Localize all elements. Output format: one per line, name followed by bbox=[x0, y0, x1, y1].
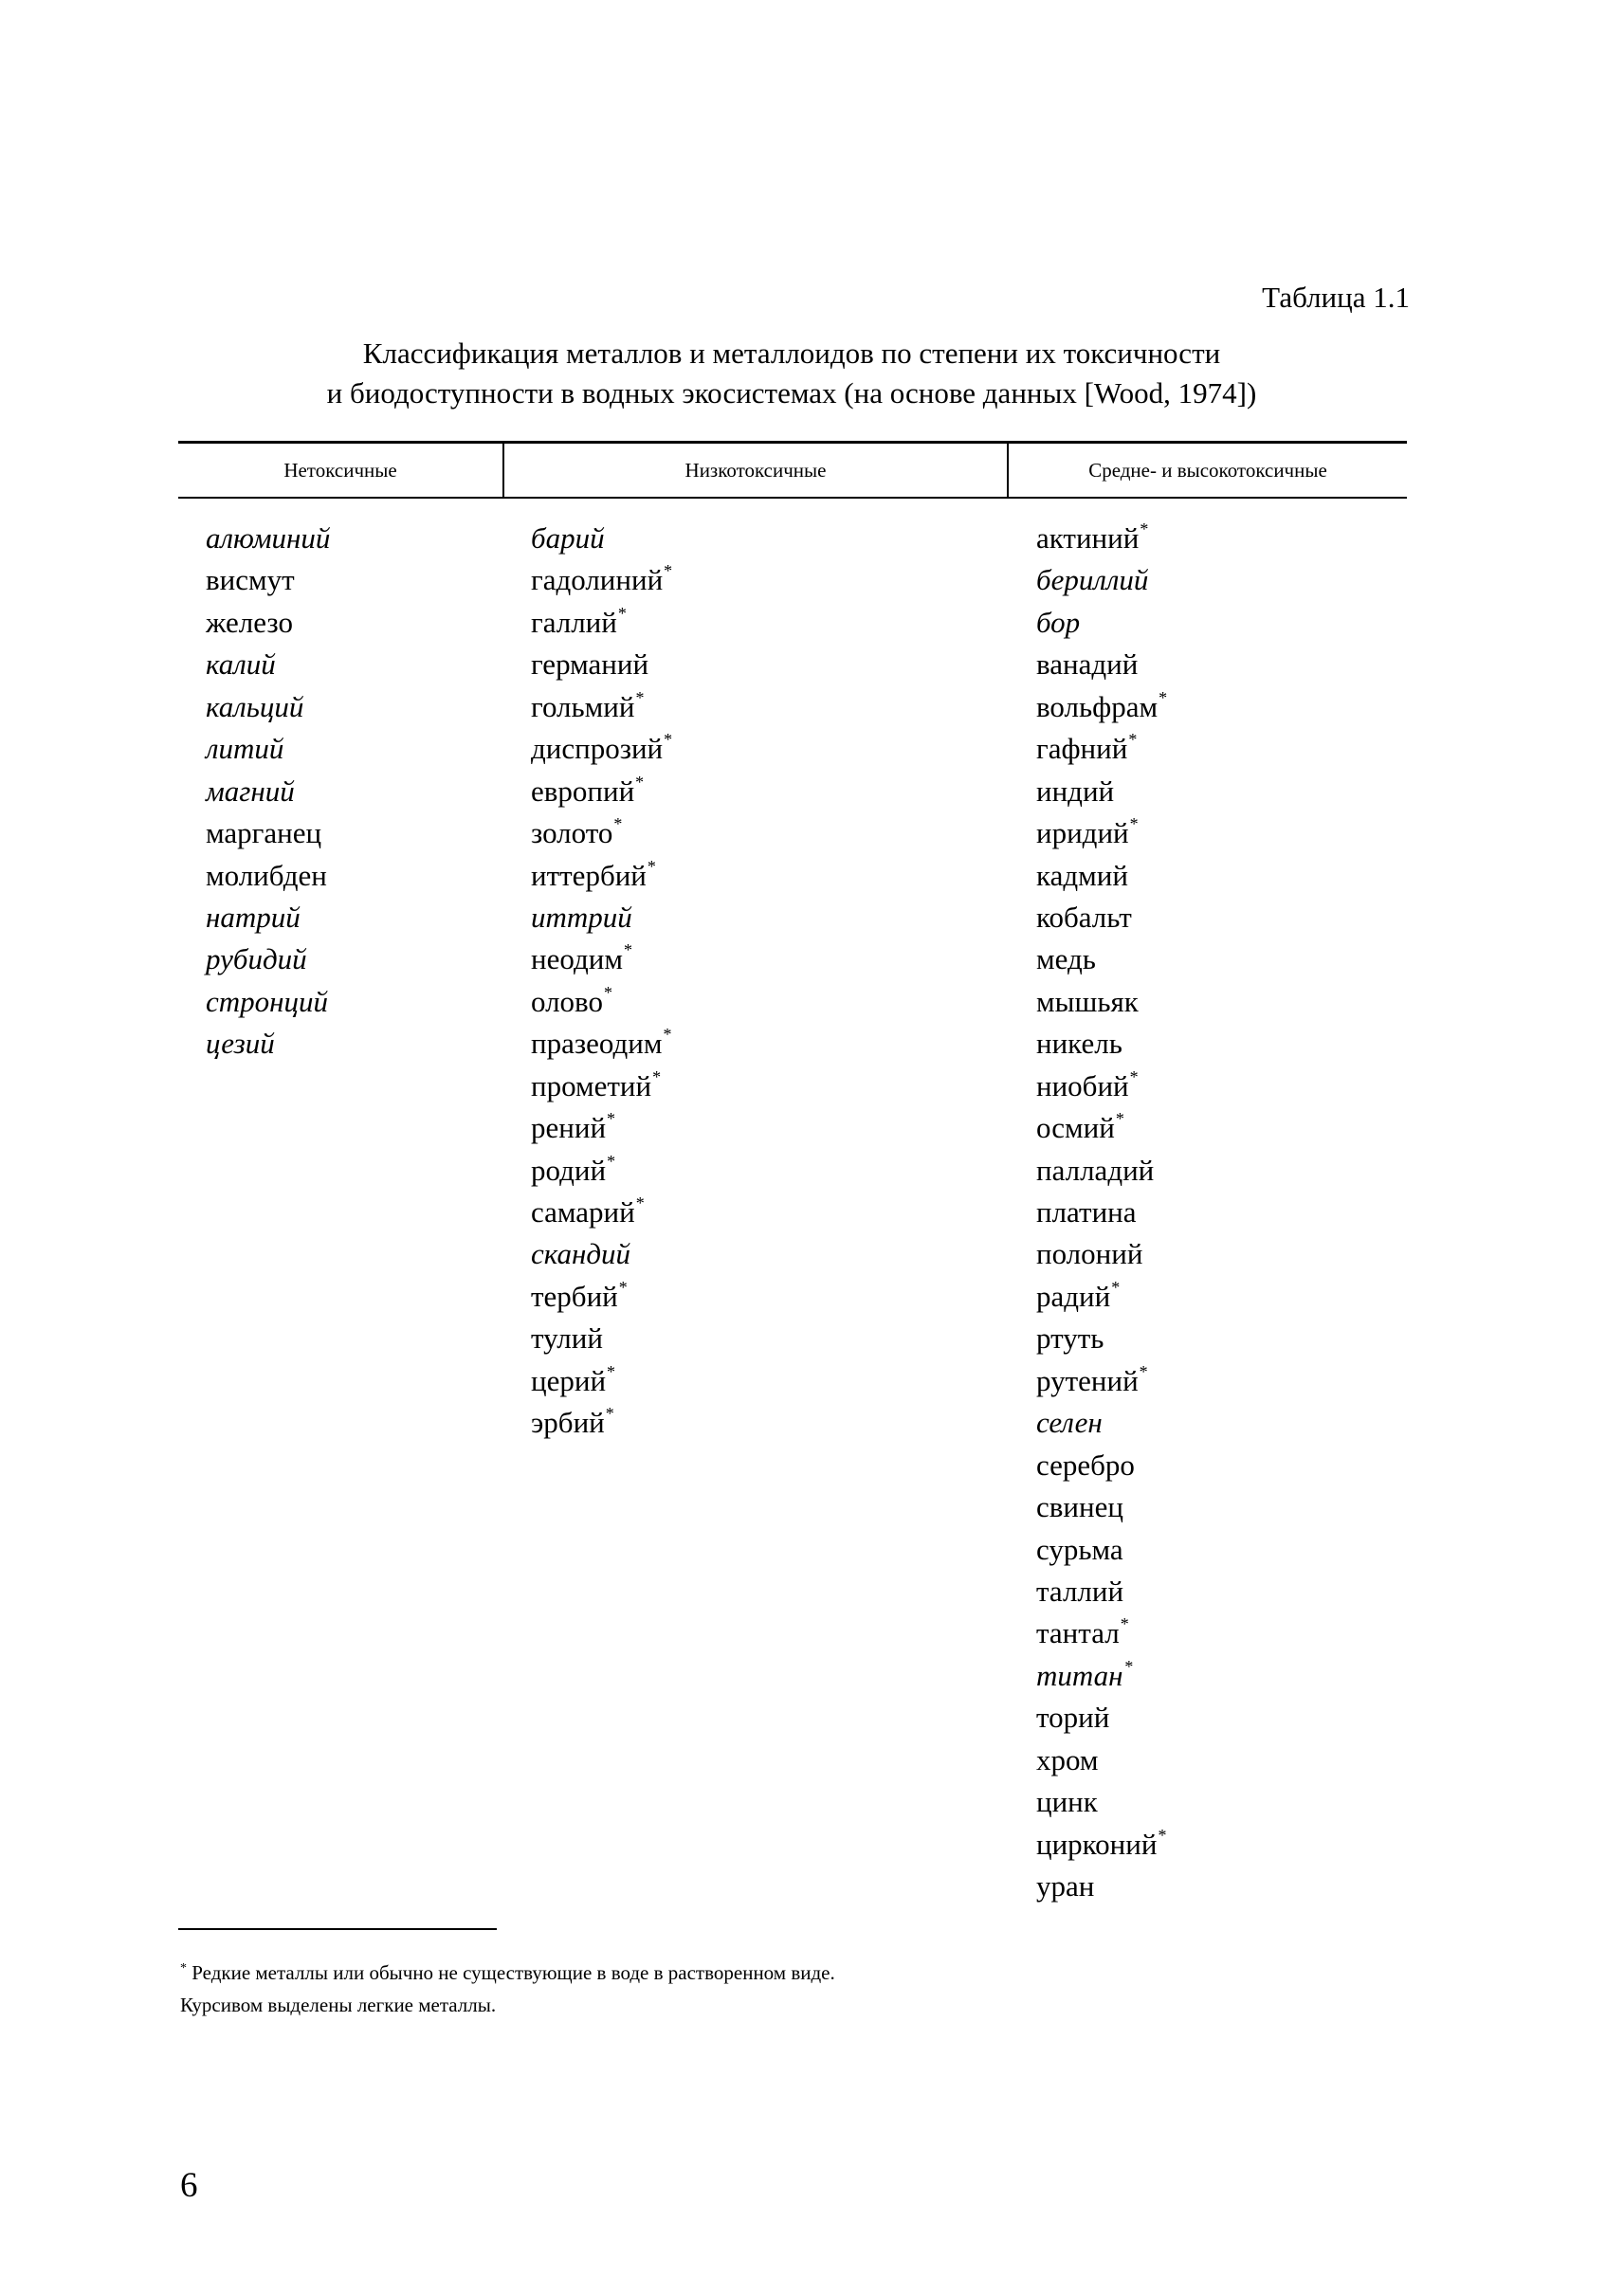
element-item bbox=[206, 771, 330, 812]
element-item bbox=[1036, 728, 1167, 770]
element-item bbox=[531, 1402, 672, 1444]
footnote-1 bbox=[180, 1958, 835, 1991]
rare-metal-mark: * bbox=[1129, 1066, 1139, 1086]
element-item bbox=[206, 855, 330, 897]
footnote-2: Курсивом выделены легкие металлы. bbox=[180, 1994, 497, 2016]
element-item bbox=[531, 686, 672, 728]
rare-metal-mark: * bbox=[607, 1109, 616, 1129]
table-number: Таблица 1.1 bbox=[1262, 281, 1410, 314]
table-caption bbox=[180, 334, 1403, 413]
element-item bbox=[1036, 855, 1167, 897]
element-item bbox=[531, 1023, 672, 1065]
rare-metal-mark: * bbox=[607, 1151, 616, 1171]
rare-metal-mark: * bbox=[613, 814, 623, 834]
element-name: марганец bbox=[206, 816, 322, 850]
element-item bbox=[1036, 1486, 1167, 1528]
element-item bbox=[531, 897, 672, 938]
rare-metal-mark: * bbox=[617, 603, 627, 623]
element-item bbox=[1036, 1360, 1167, 1402]
element-item bbox=[1036, 518, 1167, 559]
element-item bbox=[1036, 1233, 1167, 1275]
column-header-nontoxic: Нетоксичные bbox=[283, 458, 397, 482]
element-item bbox=[531, 1066, 672, 1107]
element-name: самарий bbox=[531, 1195, 635, 1229]
element-name: европий bbox=[531, 774, 635, 808]
rare-metal-mark: * bbox=[623, 940, 632, 960]
element-name: хром bbox=[1036, 1742, 1099, 1776]
rare-metal-mark: * bbox=[618, 1277, 628, 1297]
element-item bbox=[206, 518, 330, 559]
element-item bbox=[206, 602, 330, 644]
element-name: торий bbox=[1036, 1701, 1110, 1735]
element-item bbox=[1036, 1150, 1167, 1192]
element-item bbox=[531, 1192, 672, 1233]
element-item bbox=[531, 1233, 672, 1275]
element-item bbox=[1036, 1824, 1167, 1866]
element-name: кальций bbox=[206, 689, 304, 723]
element-name: платина bbox=[1036, 1195, 1137, 1229]
footnote-1-text: Редкие металлы или обычно не существующие в воде в растворенном виде. bbox=[192, 1961, 835, 1984]
rare-metal-mark: * bbox=[664, 730, 673, 750]
element-name: радий bbox=[1036, 1279, 1111, 1313]
element-name: селен bbox=[1036, 1406, 1103, 1440]
rare-metal-mark: * bbox=[1123, 1656, 1133, 1676]
element-item bbox=[531, 518, 672, 559]
element-item bbox=[206, 728, 330, 770]
element-item bbox=[531, 812, 672, 854]
element-name: палладий bbox=[1036, 1153, 1155, 1187]
element-name: цинк bbox=[1036, 1785, 1098, 1819]
element-name: никель bbox=[1036, 1027, 1122, 1061]
element-name: бериллий bbox=[1036, 563, 1149, 597]
rare-metal-mark: * bbox=[1111, 1277, 1121, 1297]
element-name: сурьма bbox=[1036, 1532, 1123, 1566]
element-name: барий bbox=[531, 521, 605, 555]
element-item bbox=[1036, 1529, 1167, 1571]
element-item bbox=[531, 559, 672, 601]
element-name: гафний bbox=[1036, 732, 1128, 766]
element-name: уран bbox=[1036, 1869, 1095, 1903]
element-item bbox=[1036, 686, 1167, 728]
footnotes bbox=[180, 1958, 835, 2019]
element-item bbox=[1036, 1655, 1167, 1697]
element-name: иттрий bbox=[531, 900, 632, 934]
element-name: неодим bbox=[531, 942, 623, 976]
element-item bbox=[1036, 1697, 1167, 1739]
column-nontoxic-list bbox=[206, 518, 330, 1066]
rare-metal-mark: * bbox=[604, 982, 612, 1002]
element-name: рубидий bbox=[206, 942, 307, 976]
element-item bbox=[206, 1023, 330, 1065]
element-item bbox=[1036, 559, 1167, 601]
element-item bbox=[1036, 1739, 1167, 1781]
element-name: галлий bbox=[531, 605, 617, 639]
rare-metal-mark: * bbox=[1129, 814, 1139, 834]
element-item bbox=[1036, 1612, 1167, 1654]
rare-metal-mark: * bbox=[635, 772, 645, 792]
rare-metal-mark: * bbox=[1115, 1109, 1124, 1129]
element-name: индий bbox=[1036, 774, 1115, 808]
element-item bbox=[1036, 1107, 1167, 1149]
rare-metal-mark: * bbox=[605, 1404, 614, 1424]
element-name: натрий bbox=[206, 900, 301, 934]
rare-metal-mark: * bbox=[1128, 730, 1138, 750]
element-name: вольфрам bbox=[1036, 689, 1159, 723]
element-name: калий bbox=[206, 647, 276, 682]
element-name: эрбий bbox=[531, 1406, 605, 1440]
element-item bbox=[1036, 812, 1167, 854]
rare-metal-mark: * bbox=[664, 561, 673, 581]
footnote-mark: * bbox=[180, 1961, 187, 1976]
rare-metal-mark: * bbox=[607, 1361, 616, 1381]
element-name: гадолиний bbox=[531, 563, 664, 597]
rare-metal-mark: * bbox=[1120, 1614, 1129, 1634]
element-item bbox=[1036, 1023, 1167, 1065]
element-item bbox=[206, 938, 330, 980]
element-item bbox=[531, 1360, 672, 1402]
element-item bbox=[1036, 1402, 1167, 1444]
element-item bbox=[1036, 644, 1167, 685]
element-name: таллий bbox=[1036, 1574, 1124, 1608]
element-name: железо bbox=[206, 605, 293, 639]
rare-metal-mark: * bbox=[1140, 519, 1149, 538]
element-name: рений bbox=[531, 1111, 607, 1145]
element-name: мышьяк bbox=[1036, 984, 1139, 1018]
rare-metal-mark: * bbox=[635, 1193, 645, 1212]
element-name: литий bbox=[206, 732, 284, 766]
caption-line-2: и биодоступности в водных экосистемах (на основе данных [Wood, 1974]) bbox=[326, 376, 1257, 410]
element-name: магний bbox=[206, 774, 295, 808]
rare-metal-mark: * bbox=[1139, 1361, 1148, 1381]
element-item bbox=[1036, 1445, 1167, 1486]
element-item bbox=[531, 1150, 672, 1192]
column-low-toxic-list bbox=[531, 518, 672, 1445]
element-name: титан bbox=[1036, 1658, 1123, 1692]
element-item bbox=[206, 981, 330, 1023]
element-item bbox=[206, 559, 330, 601]
element-name: иридий bbox=[1036, 816, 1129, 850]
element-item bbox=[1036, 602, 1167, 644]
element-item bbox=[1036, 1192, 1167, 1233]
element-name: висмут bbox=[206, 563, 295, 597]
page-number: 6 bbox=[180, 2166, 198, 2205]
element-name: германий bbox=[531, 647, 649, 682]
element-name: ртуть bbox=[1036, 1321, 1104, 1356]
element-item bbox=[1036, 897, 1167, 938]
element-item bbox=[1036, 1571, 1167, 1612]
element-name: золото bbox=[531, 816, 613, 850]
element-name: тулий bbox=[531, 1321, 603, 1356]
element-name: прометий bbox=[531, 1068, 652, 1102]
element-item bbox=[531, 602, 672, 644]
element-item bbox=[1036, 1866, 1167, 1907]
element-name: стронций bbox=[206, 984, 329, 1018]
rare-metal-mark: * bbox=[652, 1066, 662, 1086]
element-name: полоний bbox=[1036, 1237, 1143, 1271]
rare-metal-mark: * bbox=[1158, 1825, 1167, 1845]
element-item bbox=[206, 812, 330, 854]
element-item bbox=[531, 644, 672, 685]
element-name: олово bbox=[531, 984, 603, 1018]
element-item bbox=[206, 897, 330, 938]
element-item bbox=[531, 1276, 672, 1318]
element-name: ванадий bbox=[1036, 647, 1139, 682]
element-name: цезий bbox=[206, 1027, 275, 1061]
element-item bbox=[1036, 771, 1167, 812]
element-name: молибден bbox=[206, 858, 327, 892]
element-item bbox=[531, 1318, 672, 1359]
element-name: тербий bbox=[531, 1279, 618, 1313]
element-name: цирконий bbox=[1036, 1827, 1158, 1861]
element-name: алюминий bbox=[206, 521, 331, 555]
element-name: иттербий bbox=[531, 858, 647, 892]
element-name: рутений bbox=[1036, 1363, 1139, 1397]
element-name: серебро bbox=[1036, 1448, 1135, 1482]
element-name: кобальт bbox=[1036, 900, 1132, 934]
element-item bbox=[531, 981, 672, 1023]
element-name: скандий bbox=[531, 1237, 631, 1271]
element-item bbox=[1036, 1066, 1167, 1107]
element-item bbox=[1036, 1276, 1167, 1318]
element-name: родий bbox=[531, 1153, 607, 1187]
rare-metal-mark: * bbox=[647, 856, 656, 876]
column-header-high-toxic: Средне- и высокотоксичные bbox=[1088, 458, 1327, 482]
element-name: диспрозий bbox=[531, 732, 664, 766]
element-item bbox=[1036, 1318, 1167, 1359]
element-name: ниобий bbox=[1036, 1068, 1129, 1102]
element-name: празеодим bbox=[531, 1027, 663, 1061]
element-name: кадмий bbox=[1036, 858, 1128, 892]
element-item bbox=[531, 855, 672, 897]
element-name: тантал bbox=[1036, 1616, 1120, 1650]
caption-line-1: Классификация металлов и металлоидов по степени их токсичности bbox=[362, 337, 1221, 370]
element-name: актиний bbox=[1036, 521, 1140, 555]
element-item bbox=[1036, 981, 1167, 1023]
element-name: медь bbox=[1036, 942, 1096, 976]
column-header-low-toxic: Низкотоксичные bbox=[684, 458, 827, 482]
element-item bbox=[531, 1107, 672, 1149]
element-name: осмий bbox=[1036, 1111, 1115, 1145]
element-name: свинец bbox=[1036, 1490, 1123, 1524]
column-high-toxic-list bbox=[1036, 518, 1167, 1907]
element-item bbox=[206, 686, 330, 728]
element-item bbox=[531, 938, 672, 980]
element-name: бор bbox=[1036, 605, 1081, 639]
element-item bbox=[531, 771, 672, 812]
footnote-rule bbox=[178, 1928, 497, 1930]
element-name: гольмий bbox=[531, 689, 635, 723]
element-item bbox=[531, 728, 672, 770]
element-item bbox=[1036, 1781, 1167, 1823]
rare-metal-mark: * bbox=[1159, 687, 1168, 707]
rare-metal-mark: * bbox=[663, 1025, 672, 1045]
element-name: церий bbox=[531, 1363, 607, 1397]
rare-metal-mark: * bbox=[635, 687, 645, 707]
element-item bbox=[1036, 938, 1167, 980]
element-item bbox=[206, 644, 330, 685]
